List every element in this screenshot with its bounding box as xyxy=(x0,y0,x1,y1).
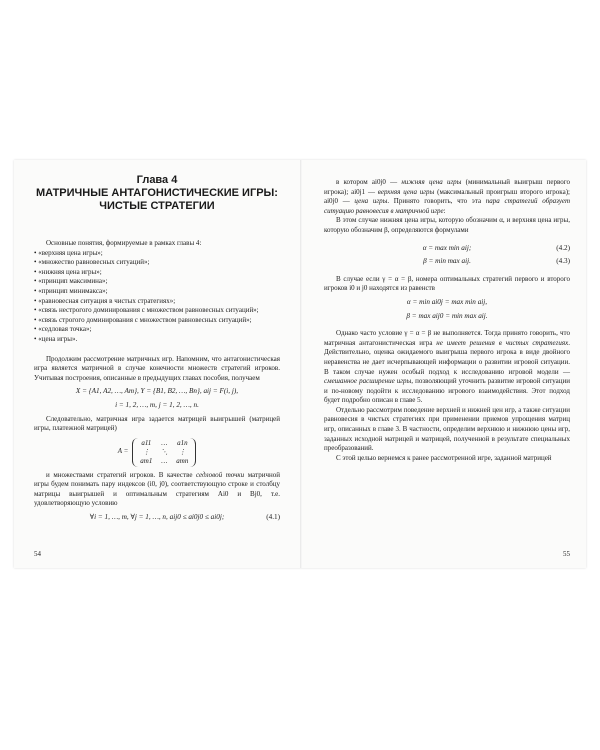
term-lower-value: нижняя цена игры xyxy=(401,178,462,186)
list-item: • «множество равновесных ситуаций»; xyxy=(34,258,150,267)
term-mixed-extension: смешанное расширение игры xyxy=(324,377,412,386)
page-number-left: 54 xyxy=(34,550,41,559)
term-game-value: цена игры xyxy=(354,197,388,206)
book-gutter xyxy=(300,160,302,568)
list-item: • «верхняя цена игры»; xyxy=(34,248,103,257)
term-saddle-point: седловой точки xyxy=(196,470,245,479)
intro-text: Основные понятия, формируемые в рамках главы 4: xyxy=(46,239,202,247)
matrix-cell: … xyxy=(161,438,168,447)
equation-4-2: α = max min aij; (4.2) xyxy=(422,243,570,252)
matrix-cell: ⋱ xyxy=(160,447,168,456)
payoff-matrix xyxy=(34,438,280,467)
term-no-solution: не имеет решения в чистых стратегиях xyxy=(436,338,569,347)
matrix-cell: a11 xyxy=(141,438,152,447)
term-equilibrium: пара стратегий образует ситуацию равновесия в матричной игре xyxy=(324,197,571,215)
paragraph-return-to-game: С этой целью вернемся к ранее рассмотренной игре, заданной матрицей xyxy=(336,453,552,462)
right-page xyxy=(324,160,570,568)
list-item: • «связь строгого доминирования с множеством равновесных ситуаций»; xyxy=(34,315,252,324)
matrix-cell: amn xyxy=(176,456,189,465)
book-spread xyxy=(14,160,586,568)
list-item: • «связь нестрогого доминирования с множеством равновесных ситуаций»; xyxy=(34,306,259,315)
equation-beta: β = max aij0 = min max aij. xyxy=(406,311,488,320)
list-item: • «нижняя цена игры»; xyxy=(34,267,102,276)
list-item: • «цена игры». xyxy=(34,334,78,343)
page-number-right: 55 xyxy=(563,550,570,559)
matrix-cell: a1n xyxy=(177,438,188,447)
matrix-label: A = xyxy=(117,447,129,456)
left-page xyxy=(34,160,280,568)
matrix-cell: am1 xyxy=(140,456,153,465)
paragraph-optimal-strategies: В случае если γ = α = β, номера оптимальных стратегий первого и второго игроков i0 и j0 находятся из равенств xyxy=(324,274,570,293)
matrix-cell: … xyxy=(161,456,168,465)
list-item: • «принцип максимина»; xyxy=(34,277,108,286)
list-item: • «седловая точка»; xyxy=(34,325,92,334)
paragraph-intro-matrix-games: Продолжим рассмотрение матричных игр. Напомним, что антагонистическая игра является матричной в случае конечности множеств стратегий игроков. Учитывая построения, описанные в предыдущих главах пособия, получаем xyxy=(34,354,280,382)
paragraph-game-values: в котором ai0j0 — нижняя цена игры (минимальный выигрыш первого игрока); ai0j1 — верхняя цена игры (максимальный проигрыш второго игрока); ai0j0 — цена игры. Принято говорить, что эта пара стратегий образует ситуацию равновесия в матричной игре: xyxy=(324,178,571,215)
equation-indices: i = 1, 2, …, m, j = 1, 2, …, n. xyxy=(115,400,199,409)
matrix-cell: ⋮ xyxy=(178,447,186,456)
equation-alpha: α = min ai0j = max min aij, xyxy=(406,297,488,306)
list-item: • «принцип минимакса»; xyxy=(34,286,108,295)
matrix-cell: ⋮ xyxy=(142,447,150,456)
equation-number: (4.1) xyxy=(266,513,280,522)
equation-4-3: β = min max aij. (4.3) xyxy=(423,257,570,266)
paragraph-no-pure-solution: Однако часто условие γ = α = β не выполняется. Тогда принято говорить, что матричная антагонистическая игра не имеет решения в чистых стратегиях. Действительно, оценка ожидаемого выигрыша первого игрока в виде двойного неравенства не дает исчерпывающей информации о развитии игровой ситуации. В таком случае нужен особый подход к исследованию игровой модели — смешанное расширение игры, позволяющий уточнить развитие игровой ситуации и по-новому подойти к исследованию игрового взаимодействия. Этот подход будет подробно описан в главе 5. xyxy=(324,329,570,405)
equation-number: (4.3) xyxy=(556,257,570,266)
equation-strategy-sets: X = {A1, A2, …, Am}, Y = {B1, B2, …, Bn}, aij = F(i, j), xyxy=(75,387,239,396)
equation-4-1: ∀i = 1, …, m, ∀j = 1, …, n, aij0 ≤ ai0j0 ≤ ai0j; (4.1) xyxy=(89,513,280,522)
list-item: • «равновесная ситуация в чистых стратегиях»; xyxy=(34,296,176,305)
chapter-title-line2: ЧИСТЫЕ СТРАТЕГИИ xyxy=(99,200,215,212)
paragraph-payoff-matrix: Следовательно, матричная игра задается матрицей выигрышей (матрицей игры, платежной матрицей) xyxy=(34,414,280,433)
paragraph-alpha-beta: В этом случае нижняя цена игры, которую обозначим α, и верхняя цена игры, которую обозначим β, определяются формулами xyxy=(324,216,570,234)
paragraph-simplification: Отдельно рассмотрим поведение верхней и нижней цен игр, а также ситуации равновесия в чистых стратегиях при применении приемов упрощения матриц игр, описанных в главе 3. В частности, определим верхнюю и нижнюю цены игр, заданных исходной матрицей и матрицей, полученной в результате специальных преобразований. xyxy=(324,405,570,453)
term-upper-value: верхняя цена игры xyxy=(377,187,435,196)
paragraph-saddle-point: и множествами стратегий игроков. В качестве седловой точки матричной игры будем понимать пару индексов (i0, j0), соответствующую строке и столбцу матрицы выигрышей и оптимальным стратегиям Ai0 и Bj0, т.е. удовлетворяющую условию xyxy=(34,470,280,508)
concept-list xyxy=(34,249,280,345)
chapter-number: Глава 4 xyxy=(136,174,178,186)
equation-number: (4.2) xyxy=(556,243,570,252)
chapter-title-line1: МАТРИЧНЫЕ АНТАГОНИСТИЧЕСКИЕ ИГРЫ: xyxy=(36,187,278,199)
matrix-grid xyxy=(132,438,196,467)
